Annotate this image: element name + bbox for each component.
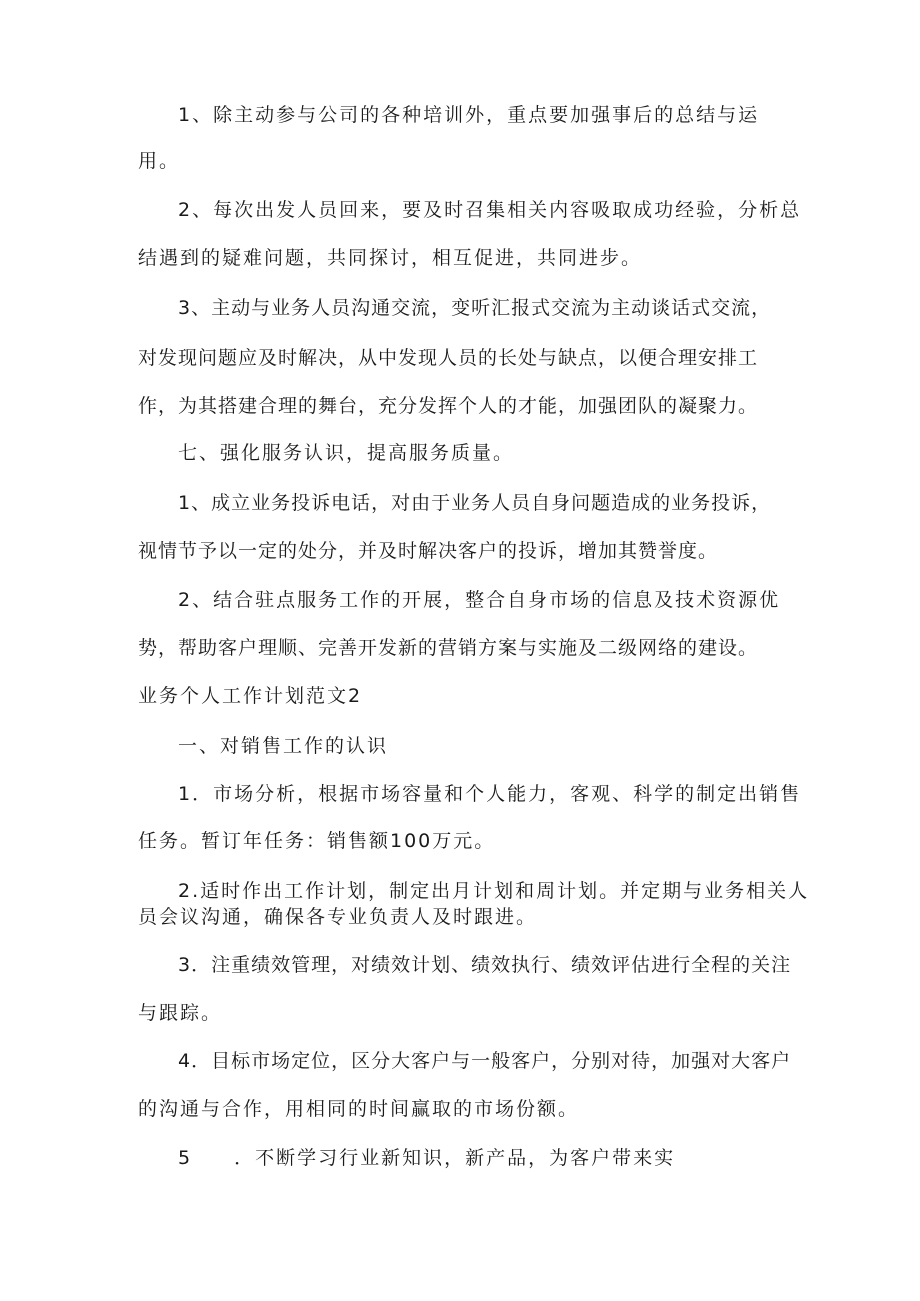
paragraph-line-21: 4．目标市场定位，区分大客户与一般客户，分别对待，加强对大客户 <box>178 1050 792 1072</box>
paragraph-line-19: 3．注重绩效管理，对绩效计划、绩效执行、绩效评估进行全程的关注 <box>178 954 792 976</box>
paragraph-line-12: 势，帮助客户理顺、完善开发新的营销方案与实施及二级网络的建设。 <box>138 637 759 659</box>
paragraph-line-4: 结遇到的疑难问题，共同探讨，相互促进，共同进步。 <box>138 247 643 269</box>
paragraph-line-2: 用。 <box>138 150 181 172</box>
paragraph-line-1: 1、除主动参与公司的各种培训外，重点要加强事后的总结与运 <box>178 104 760 126</box>
paragraph-line-3: 2、每次出发人员回来，要及时召集相关内容吸取成功经验，分析总 <box>178 199 802 221</box>
paragraph-line-7: 作，为其搭建合理的舞台，充分发挥个人的才能，加强团队的凝聚力。 <box>138 395 759 417</box>
paragraph-line-17: 2.适时作出工作计划，制定出月计划和周计划。并定期与业务相关人 <box>178 880 810 902</box>
paragraph-line-9: 1、成立业务投诉电话，对由于业务人员自身问题造成的业务投诉， <box>178 492 772 514</box>
paragraph-line-10: 视情节予以一定的处分，并及时解决客户的投诉，增加其赞誉度。 <box>138 540 719 562</box>
paragraph-line-20: 与跟踪。 <box>138 1002 223 1024</box>
paragraph-line-22: 的沟通与合作，用相同的时间赢取的市场份额。 <box>138 1098 580 1120</box>
paragraph-line-11: 2、结合驻点服务工作的开展，整合自身市场的信息及技术资源优 <box>178 589 781 611</box>
paragraph-line-6: 对发现问题应及时解决，从中发现人员的长处与缺点，以便合理安排工 <box>138 347 759 369</box>
paragraph-line-23: 5 ．不断学习行业新知识，新产品，为客户带来实 <box>178 1147 676 1169</box>
paragraph-line-5: 3、主动与业务人员沟通交流，变听汇报式交流为主动谈话式交流， <box>178 297 772 319</box>
document-subtitle: 业务个人工作计划范文2 <box>138 685 363 707</box>
paragraph-line-15: 1．市场分析，根据市场容量和个人能力，客观、科学的制定出销售 <box>178 783 802 805</box>
section-heading-1: 一、对销售工作的认识 <box>178 735 389 757</box>
paragraph-line-16: 任务。暂订年任务：销售额100万元。 <box>138 830 496 852</box>
section-heading-7: 七、强化服务认识，提高服务质量。 <box>178 442 515 464</box>
paragraph-line-18: 员会议沟通，确保各专业负责人及时跟进。 <box>138 906 538 928</box>
